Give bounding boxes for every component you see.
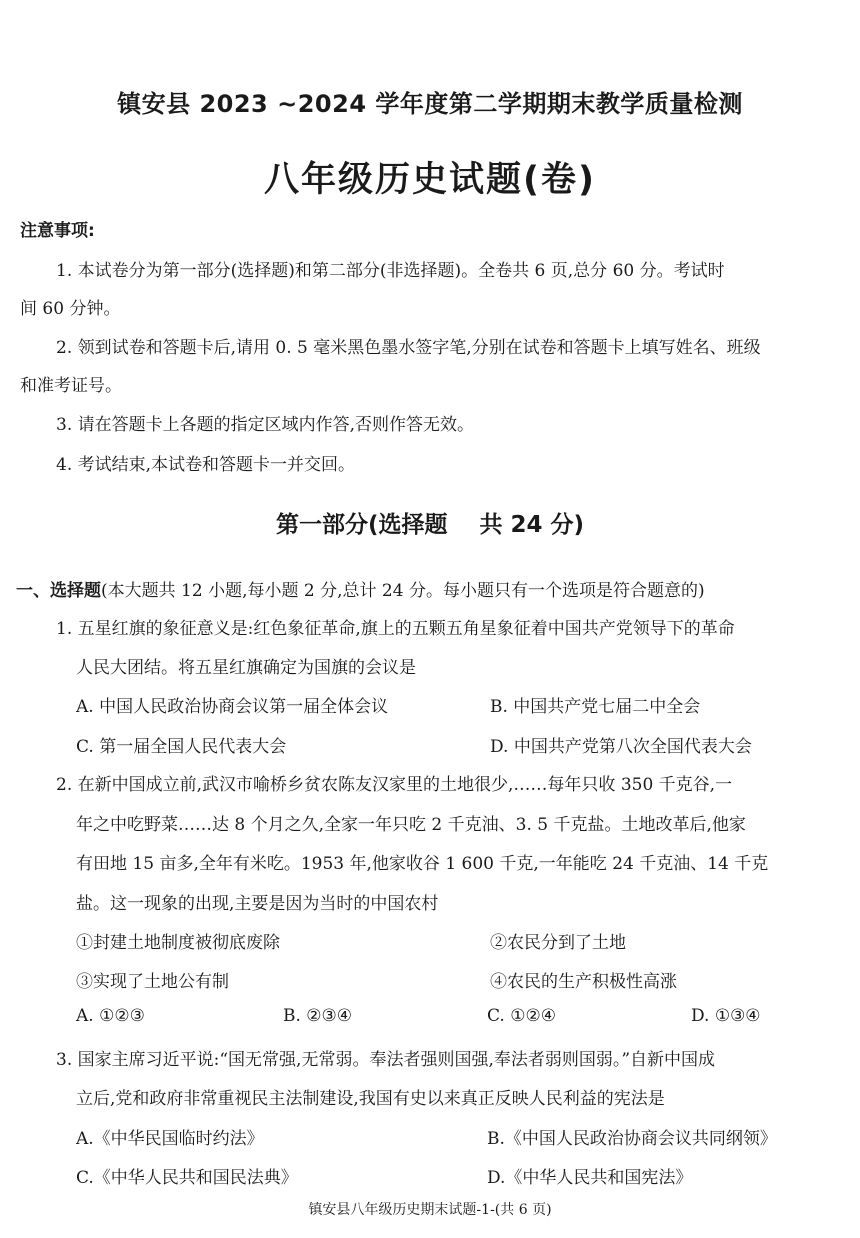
question-2-line-3: 有田地 15 亩多,全年有米吃。1953 年,他家收谷 1 600 千克,一年能吃 24 千克油、14 千克 — [76, 854, 769, 874]
question-2-option-c: C. ①②④ — [487, 1006, 556, 1026]
notes-item-2-line-2: 和准考证号。 — [20, 376, 122, 396]
section-intro-text: (本大题共 12 小题,每小题 2 分,总计 24 分。每小题只有一个选项是符合题意的) — [101, 581, 705, 601]
notes-item-1-line-2: 间 60 分钟。 — [20, 299, 121, 319]
question-2-statement-4: ④农民的生产积极性高涨 — [490, 972, 677, 992]
exam-title: 镇安县 2023 ~2024 学年度第二学期期末教学质量检测 — [117, 90, 743, 118]
notes-heading: 注意事项: — [20, 221, 95, 241]
question-2-line-2: 年之中吃野菜……达 8 个月之久,全家一年只吃 2 千克油、3. 5 千克盐。土地改革后,他家 — [76, 815, 746, 835]
notes-item-1-line-1: 1. 本试卷分为第一部分(选择题)和第二部分(非选择题)。全卷共 6 页,总分 60 分。考试时 — [56, 261, 725, 281]
question-2-option-b: B. ②③④ — [283, 1006, 353, 1026]
notes-item-2-line-1: 2. 领到试卷和答题卡后,请用 0. 5 毫米黑色墨水签字笔,分别在试卷和答题卡上填写姓名、班级 — [56, 338, 761, 358]
question-1-option-c: C. 第一届全国人民代表大会 — [76, 737, 287, 757]
question-2-line-1: 2. 在新中国成立前,武汉市喻桥乡贫农陈友汉家里的土地很少,……每年只收 350 千克谷,一 — [56, 775, 733, 795]
question-1-line-1: 1. 五星红旗的象征意义是:红色象征革命,旗上的五颗五角星象征着中国共产党领导下的革命 — [56, 619, 735, 639]
question-2-statement-1: ①封建土地制度被彻底废除 — [76, 933, 280, 953]
question-2-statement-3: ③实现了土地公有制 — [76, 972, 229, 992]
question-1-line-2: 人民大团结。将五星红旗确定为国旗的会议是 — [76, 658, 416, 678]
question-3-line-2: 立后,党和政府非常重视民主法制建设,我国有史以来真正反映人民利益的宪法是 — [76, 1089, 665, 1109]
notes-item-3: 3. 请在答题卡上各题的指定区域内作答,否则作答无效。 — [56, 415, 475, 435]
question-1-option-b: B. 中国共产党七届二中全会 — [490, 697, 701, 717]
paper-title: 八年级历史试题(卷) — [264, 160, 596, 200]
question-2-line-4: 盐。这一现象的出现,主要是因为当时的中国农村 — [76, 894, 439, 914]
question-2-option-a: A. ①②③ — [76, 1006, 145, 1026]
notes-item-4: 4. 考试结束,本试卷和答题卡一并交回。 — [56, 455, 356, 475]
question-3-option-a: A.《中华民国临时约法》 — [76, 1129, 264, 1149]
section-title: 第一部分(选择题 共 24 分) — [275, 512, 585, 538]
question-1-option-d: D. 中国共产党第八次全国代表大会 — [490, 737, 752, 757]
question-3-option-d: D.《中华人民共和国宪法》 — [487, 1168, 693, 1188]
question-2-statement-2: ②农民分到了土地 — [490, 933, 626, 953]
question-3-option-c: C.《中华人民共和国民法典》 — [76, 1168, 298, 1188]
question-2-option-d: D. ①③④ — [691, 1006, 761, 1026]
section-intro-label: 一、选择题 — [16, 581, 101, 601]
section-intro — [16, 576, 705, 601]
question-1-option-a: A. 中国人民政治协商会议第一届全体会议 — [76, 697, 389, 717]
page-footer: 镇安县八年级历史期末试题-1-(共 6 页) — [308, 1202, 552, 1218]
question-3-option-b: B.《中国人民政治协商会议共同纲领》 — [487, 1129, 777, 1149]
question-3-line-1: 3. 国家主席习近平说:“国无常强,无常弱。奉法者强则国强,奉法者弱则国弱。”自新中国成 — [56, 1050, 716, 1070]
